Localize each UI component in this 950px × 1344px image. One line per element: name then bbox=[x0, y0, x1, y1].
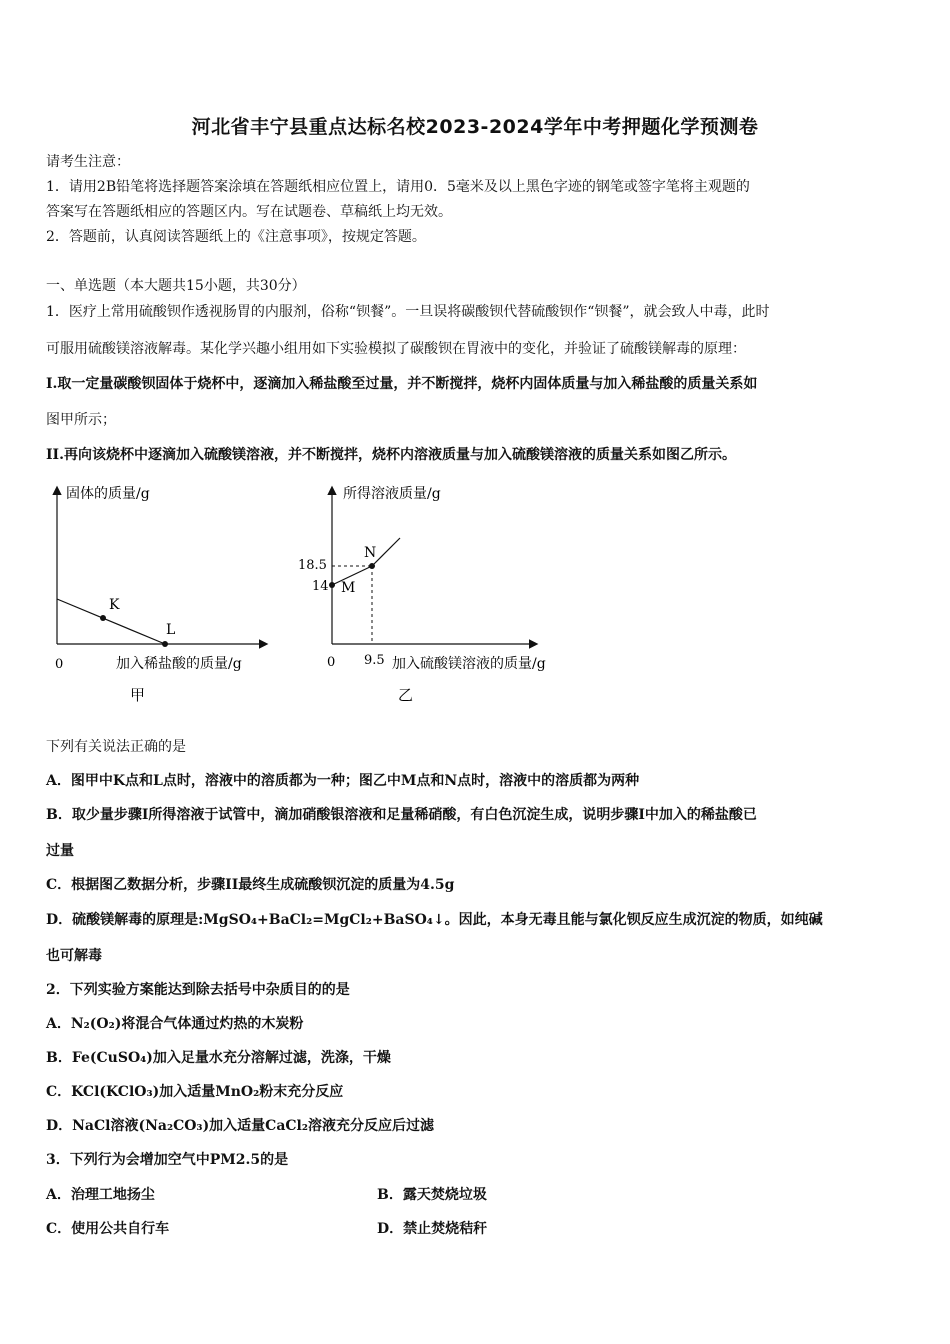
q1-question: 下列有关说法正确的是 bbox=[46, 739, 186, 755]
chart-caption: 甲 bbox=[130, 686, 146, 704]
point-l bbox=[162, 641, 168, 647]
x-axis-label: 加入稀盐酸的质量/g bbox=[116, 656, 242, 672]
notice-item-1: 1．请用2B铅笔将选择题答案涂填在答题纸相应位置上，请用0．5毫米及以上黑色字迹的钢笔或签字笔将主观题的 bbox=[46, 179, 750, 195]
origin-label: 0 bbox=[327, 655, 336, 670]
q1-option-c: C．根据图乙数据分析，步骤II最终生成硫酸钡沉淀的质量为4.5g bbox=[46, 877, 455, 893]
q3-option-b: B．露天焚烧垃圾 bbox=[377, 1187, 487, 1203]
q1-step1: I.取一定量碳酸钡固体于烧杯中，逐滴加入稀盐酸至过量，并不断搅拌，烧杯内固体质量与加入稀盐酸的质量关系如 bbox=[46, 376, 758, 392]
q3-option-d: D．禁止焚烧秸秆 bbox=[377, 1221, 488, 1237]
q3-option-a: A．治理工地扬尘 bbox=[46, 1187, 155, 1203]
q1-option-a: A．图甲中K点和L点时，溶液中的溶质都为一种；图乙中M点和N点时，溶液中的溶质都为两种 bbox=[46, 773, 640, 789]
y-axis-label: 固体的质量/g bbox=[66, 486, 150, 502]
q1-option-b: B．取少量步骤I所得溶液于试管中，滴加硝酸银溶液和足量稀硝酸，有白色沉淀生成，说明步骤I中加入的稀盐酸已 bbox=[46, 807, 757, 823]
q1-step1-cont: 图甲所示； bbox=[46, 412, 116, 428]
chart-jia bbox=[40, 478, 280, 710]
y-tick-14: 14 bbox=[312, 579, 329, 594]
notice-item-2: 2．答题前，认真阅读答题纸上的《注意事项》，按规定答题。 bbox=[46, 229, 426, 245]
x-axis-label: 加入硫酸镁溶液的质量/g bbox=[392, 656, 546, 672]
q2-option-c: C．KCl(KClO₃)加入适量MnO₂粉末充分反应 bbox=[46, 1084, 344, 1100]
point-n-label: N bbox=[364, 545, 377, 561]
q1-option-b-cont: 过量 bbox=[46, 843, 74, 859]
point-m bbox=[329, 582, 335, 588]
origin-label: 0 bbox=[55, 657, 64, 672]
q3-stem: 3．下列行为会增加空气中PM2.5的是 bbox=[46, 1152, 289, 1168]
x-tick-label: 9.5 bbox=[364, 653, 385, 668]
q1-option-d-cont: 也可解毒 bbox=[46, 948, 102, 964]
q2-option-b: B．Fe(CuSO₄)加入足量水充分溶解过滤，洗涤，干燥 bbox=[46, 1050, 391, 1066]
q1-stem-line2: 可服用硫酸镁溶液解毒。某化学兴趣小组用如下实验模拟了碳酸钡在胃液中的变化，并验证了硫酸镁解毒的原理： bbox=[46, 341, 746, 357]
point-n bbox=[369, 563, 375, 569]
notice-item-1-cont: 答案写在答题纸相应的答题区内。写在试题卷、草稿纸上均无效。 bbox=[46, 204, 452, 220]
y-axis-label: 所得溶液质量/g bbox=[343, 486, 441, 502]
q2-stem: 2．下列实验方案能达到除去括号中杂质目的的是 bbox=[46, 982, 350, 998]
section-heading: 一、单选题（本大题共15小题，共30分） bbox=[46, 278, 306, 294]
page-title: 河北省丰宁县重点达标名校2023-2024学年中考押题化学预测卷 bbox=[191, 116, 759, 138]
point-l-label: L bbox=[166, 622, 176, 638]
q2-option-a: A．N₂(O₂)将混合气体通过灼热的木炭粉 bbox=[46, 1016, 304, 1032]
point-m-label: M bbox=[341, 580, 356, 596]
q1-step2: II.再向该烧杯中逐滴加入硫酸镁溶液，并不断搅拌，烧杯内溶液质量与加入硫酸镁溶液的质量关系如图乙所示。 bbox=[46, 447, 736, 463]
q2-option-d: D．NaCl溶液(Na₂CO₃)加入适量CaCl₂溶液充分反应后过滤 bbox=[46, 1118, 434, 1134]
chart-caption: 乙 bbox=[398, 686, 414, 704]
point-k-label: K bbox=[109, 597, 120, 613]
notice-heading: 请考生注意： bbox=[46, 154, 130, 170]
y-tick-18-5: 18.5 bbox=[298, 558, 327, 573]
chart-yi bbox=[290, 478, 590, 710]
q1-option-d: D．硫酸镁解毒的原理是:MgSO₄+BaCl₂=MgCl₂+BaSO₄↓。因此，本身无毒且能与氯化钡反应生成沉淀的物质，如纯碱 bbox=[46, 912, 823, 928]
point-k bbox=[100, 615, 106, 621]
q3-option-c: C．使用公共自行车 bbox=[46, 1221, 170, 1237]
q1-stem-line1: 1．医疗上常用硫酸钡作透视肠胃的内服剂，俗称“钡餐”。一旦误将碳酸钡代替硫酸钡作“钡餐”，就会致人中毒，此时 bbox=[46, 304, 770, 320]
